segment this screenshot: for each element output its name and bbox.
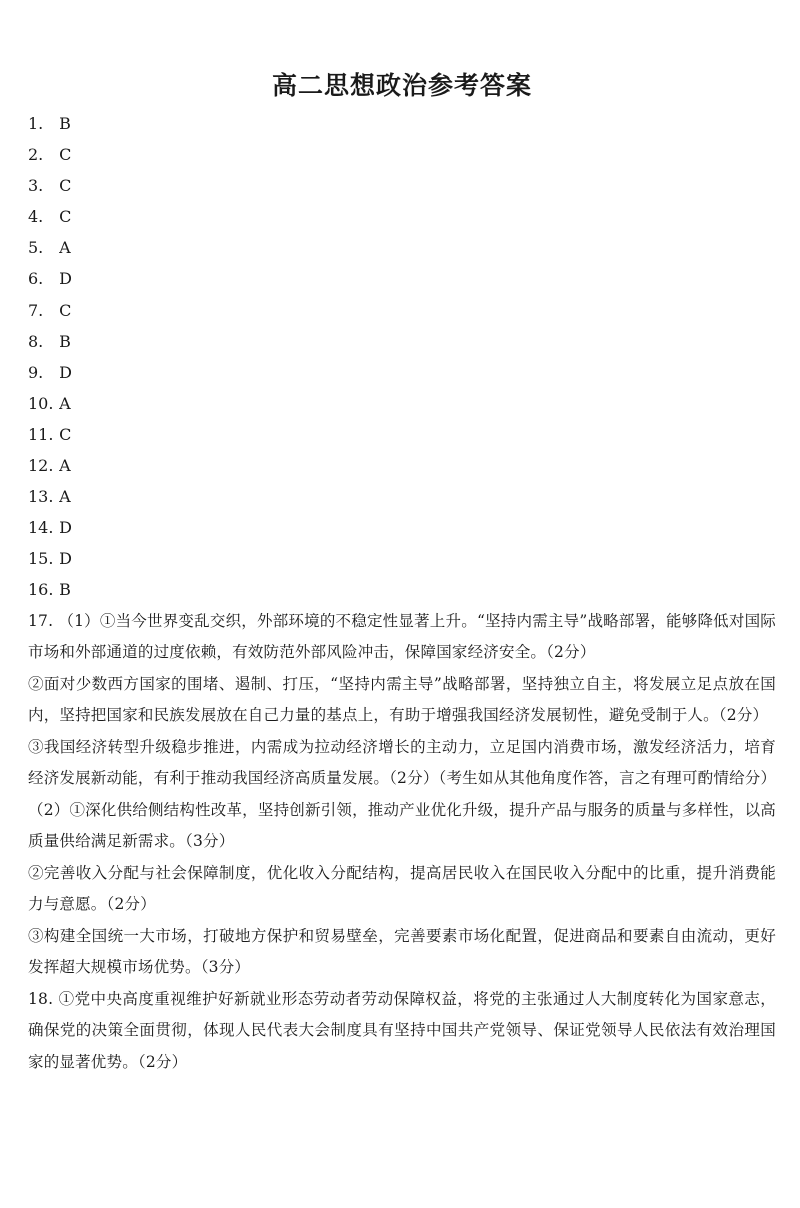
answer-letter: B: [59, 114, 71, 133]
answer-letter: D: [59, 518, 72, 538]
choice-answer: [28, 357, 776, 388]
choice-answer: [28, 450, 776, 481]
choice-answer: [28, 232, 776, 263]
answer-letter: D: [59, 269, 72, 289]
choice-answer-list: [28, 108, 776, 606]
question-number: 2.: [28, 145, 44, 165]
essay-answers: [28, 606, 776, 1079]
q17-part1-point2: ②面对少数西方国家的围堵、遏制、打压，“坚持内需主导”战略部署，坚持独立自主，将发展立足点放在国内，坚持把国家和民族发展放在自己力量的基点上，有助于增强我国经济发展韧性，避免受制于人。（2分）: [28, 674, 776, 724]
answer-letter: A: [59, 238, 71, 258]
q18-point1: 18. ①党中央高度重视维护好新就业形态劳动者劳动保障权益，将党的主张通过人大制度转化为国家意志，确保党的决策全面贯彻，体现人民代表大会制度具有坚持中国共产党领导、保证党领导人民依法有效治理国家的显著优势。（2分）: [28, 989, 776, 1071]
answer-letter: C: [59, 176, 72, 196]
answer-letter: C: [59, 424, 72, 444]
question-number: 7.: [28, 300, 44, 320]
question-number: 6.: [28, 269, 44, 289]
question-number: 5.: [28, 238, 44, 258]
question-number: 4.: [28, 207, 44, 227]
choice-answer: [28, 388, 776, 419]
question-number: 9.: [28, 362, 44, 382]
page-title: 高二思想政治参考答案: [271, 71, 532, 100]
question-number: 8.: [28, 331, 44, 351]
choice-answer: [28, 295, 776, 326]
answer-letter: C: [59, 145, 72, 165]
q17-part2-point1: （2）①深化供给侧结构性改革，坚持创新引领，推动产业优化升级，提升产品与服务的质量与多样性，以高质量供给满足新需求。（3分）: [28, 800, 776, 850]
q17-part2-point3: ③构建全国统一大市场，打破地方保护和贸易壁垒，完善要素市场化配置，促进商品和要素自由流动，更好发挥超大规模市场优势。（3分）: [28, 926, 776, 976]
q17-part1-point1: 17. （1）①当今世界变乱交织，外部环境的不稳定性显著上升。“坚持内需主导”战略部署，能够降低对国际市场和外部通道的过度依赖，有效防范外部风险冲击，保障国家经济安全。（2分）: [28, 611, 776, 661]
choice-answer: [28, 263, 776, 294]
choice-answer: [28, 326, 776, 357]
answer-letter: A: [59, 393, 71, 413]
choice-answer: [28, 170, 776, 201]
choice-answer: [28, 574, 776, 605]
question-number: 3.: [28, 176, 44, 196]
question-number: 16.: [28, 580, 54, 600]
answer-letter: C: [59, 300, 72, 320]
choice-answer: [28, 419, 776, 450]
question-number: 1.: [28, 114, 44, 133]
choice-answer: [28, 139, 776, 170]
answer-letter: D: [59, 549, 72, 569]
question-number: 14.: [28, 518, 54, 538]
question-number: 15.: [28, 549, 54, 569]
answer-letter: C: [59, 207, 72, 227]
choice-answer: [28, 108, 776, 139]
answer-letter: A: [59, 487, 71, 507]
choice-answer: [28, 481, 776, 512]
choice-answer: [28, 201, 776, 232]
question-number: 13.: [28, 487, 54, 507]
question-number: 10.: [28, 393, 54, 413]
question-number: 11.: [28, 424, 54, 444]
answer-letter: B: [59, 580, 71, 600]
q17-part1-point3: ③我国经济转型升级稳步推进，内需成为拉动经济增长的主动力，立足国内消费市场，激发经济活力，培育经济发展新动能，有利于推动我国经济高质量发展。（2分）（考生如从其他角度作答，言之有理可酌情给分）: [28, 737, 777, 787]
q17-part2-point2: ②完善收入分配与社会保障制度，优化收入分配结构，提高居民收入在国民收入分配中的比重，提升消费能力与意愿。（2分）: [28, 863, 776, 913]
choice-answer: [28, 512, 776, 543]
answer-letter: B: [59, 331, 71, 351]
answer-letter: A: [59, 456, 71, 476]
choice-answer: [28, 543, 776, 574]
question-number: 12.: [28, 456, 54, 476]
answer-letter: D: [59, 362, 72, 382]
